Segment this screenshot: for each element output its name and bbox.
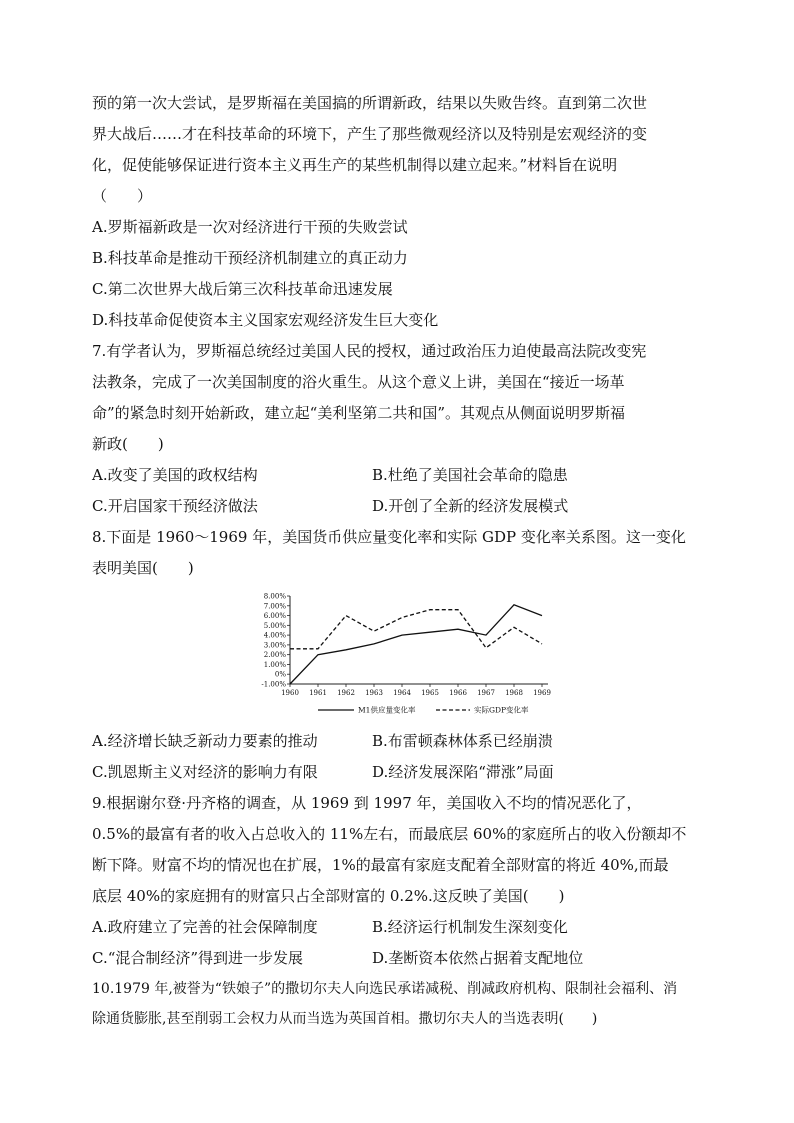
- question-9-options-row: [92, 912, 704, 943]
- y-tick-label: 8.00%: [263, 592, 286, 601]
- question-8-options-row: [92, 726, 704, 757]
- x-tick-label: 1962: [337, 689, 355, 697]
- question-8-option-b: B.布雷顿森林体系已经崩溃: [372, 732, 553, 750]
- question-7: [92, 336, 704, 522]
- question-9-options-row: [92, 943, 704, 974]
- question-8-options-row: [92, 757, 704, 788]
- question-6-line: （ ）: [92, 187, 153, 205]
- y-tick-label: 4.00%: [263, 631, 286, 640]
- question-9-option-b: B.经济运行机制发生深刻变化: [372, 918, 568, 936]
- legend-label-m1: M1供应量变化率: [358, 705, 416, 715]
- question-9-option-a: A.政府建立了完善的社会保障制度: [92, 918, 318, 936]
- y-tick-label: 7.00%: [263, 602, 286, 611]
- y-tick-label: -1.00%: [261, 680, 286, 689]
- question-7-line: 新政( ): [92, 435, 164, 453]
- question-10-line: 除通货膨胀,甚至削弱工会权力从而当选为英国首相。撒切尔夫人的当选表明( ): [92, 1011, 598, 1027]
- question-7-option-c: C.开启国家干预经济做法: [92, 497, 258, 515]
- question-7-option-d: D.开创了全新的经济发展模式: [372, 497, 569, 515]
- y-tick-label: 2.00%: [263, 651, 286, 660]
- question-6-line: 化，促使能够保证进行资本主义再生产的某些机制得以建立起来。”材料旨在说明: [92, 156, 618, 174]
- question-7-option-b: B.杜绝了美国社会革命的隐患: [372, 466, 568, 484]
- question-8-line: 8.下面是 1960～1969 年，美国货币供应量变化率和实际 GDP 变化率关系图。这一变化: [92, 528, 686, 546]
- money-supply-gdp-chart: [92, 590, 704, 724]
- question-6: [92, 88, 704, 336]
- question-7-line: 命”的紧急时刻开始新政，建立起“美利坚第二共和国”。其观点从侧面说明罗斯福: [92, 404, 626, 422]
- x-tick-label: 1964: [393, 689, 411, 697]
- y-tick-label: 1.00%: [263, 660, 286, 669]
- x-tick-label: 1968: [505, 689, 523, 697]
- question-7-line: 法教条，完成了一次美国制度的浴火重生。从这个意义上讲，美国在“接近一场革: [92, 373, 625, 391]
- question-8-option-d: D.经济发展深陷“滞涨”局面: [372, 763, 554, 781]
- x-tick-label: 1966: [449, 689, 467, 697]
- question-9-line: 底层 40%的家庭拥有的财富只占全部财富的 0.2%.这反映了美国( ): [92, 887, 565, 905]
- series-line-m1: [290, 605, 542, 684]
- x-tick-label: 1967: [477, 689, 495, 697]
- x-tick-label: 1960: [281, 689, 299, 697]
- question-6-option-b: B.科技革命是推动干预经济机制建立的真正动力: [92, 249, 408, 267]
- question-6-option-c: C.第二次世界大战后第三次科技革命迅速发展: [92, 280, 393, 298]
- question-7-option-a: A.改变了美国的政权结构: [92, 466, 258, 484]
- question-8-line: 表明美国( ): [92, 559, 194, 577]
- question-8-option-a: A.经济增长缺乏新动力要素的推动: [92, 732, 318, 750]
- question-9-line: 0.5%的最富有者的收入占总收入的 11%左右，而最底层 60%的家庭所占的收入份额却不: [92, 825, 687, 843]
- question-9: [92, 788, 704, 974]
- exam-page: [92, 88, 704, 1034]
- x-tick-label: 1965: [421, 689, 439, 697]
- x-tick-label: 1963: [365, 689, 383, 697]
- question-7-line: 7.有学者认为，罗斯福总统经过美国人民的授权，通过政治压力迫使最高法院改变宪: [92, 342, 647, 360]
- question-8: [92, 522, 704, 788]
- question-9-option-d: D.垄断资本依然占据着支配地位: [372, 949, 584, 967]
- question-6-option-d: D.科技革命促使资本主义国家宏观经济发生巨大变化: [92, 311, 439, 329]
- question-10: [92, 974, 704, 1034]
- question-10-line: 10.1979 年,被誉为“铁娘子”的撒切尔夫人向选民承诺减税、削减政府机构、限制社会福利、消: [92, 981, 678, 997]
- y-tick-label: 3.00%: [263, 641, 286, 650]
- legend-label-gdp: 实际GDP变化率: [474, 705, 529, 715]
- x-tick-label: 1961: [309, 689, 327, 697]
- x-tick-label: 1969: [533, 689, 551, 697]
- question-7-options-row: [92, 491, 704, 522]
- chart-container: [92, 590, 704, 724]
- y-tick-label: 0%: [274, 670, 286, 679]
- question-6-line: 界大战后……才在科技革命的环境下，产生了那些微观经济以及特别是宏观经济的变: [92, 125, 648, 143]
- question-9-line: 断下降。财富不均的情况也在扩展，1%的最富有家庭支配着全部财富的将近 40%,而最: [92, 856, 669, 874]
- y-tick-label: 5.00%: [263, 621, 286, 630]
- question-9-option-c: C.“混合制经济”得到进一步发展: [92, 949, 304, 967]
- question-8-option-c: C.凯恩斯主义对经济的影响力有限: [92, 763, 318, 781]
- y-tick-label: 6.00%: [263, 612, 286, 621]
- question-6-line: 预的第一次大尝试，是罗斯福在美国搞的所谓新政，结果以失败告终。直到第二次世: [92, 94, 648, 112]
- question-6-option-a: A.罗斯福新政是一次对经济进行干预的失败尝试: [92, 218, 408, 236]
- question-7-options-row: [92, 460, 704, 491]
- question-9-line: 9.根据谢尔登·丹齐格的调查，从 1969 到 1997 年，美国收入不均的情况恶化了，: [92, 794, 642, 812]
